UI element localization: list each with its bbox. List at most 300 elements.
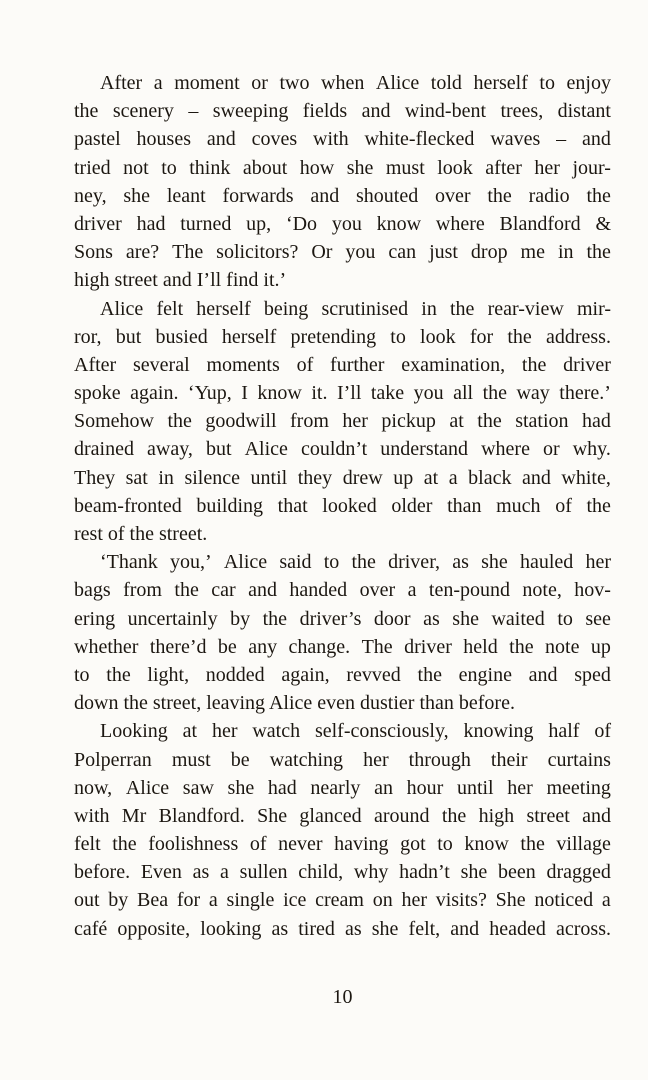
word: that [277, 494, 308, 517]
word: Alice [125, 776, 170, 799]
word: building [196, 494, 264, 517]
word: felt [74, 833, 101, 856]
word: she [371, 917, 399, 940]
text-line [74, 435, 611, 463]
word: now, [74, 776, 113, 799]
word: waited [491, 607, 545, 630]
word: to [323, 551, 340, 574]
word: self-consciously, [314, 720, 449, 743]
word: and [582, 128, 611, 151]
word: visits? [435, 889, 487, 912]
word: foolishness [148, 833, 239, 856]
text-line [74, 548, 611, 576]
paragraph [74, 548, 611, 717]
word: a [208, 889, 218, 912]
word: drew [342, 466, 383, 489]
word: how [299, 156, 335, 179]
word: drained [74, 438, 134, 461]
word: houses [136, 128, 191, 151]
word: I’ll [336, 382, 362, 405]
text-line [74, 802, 611, 830]
word: by [230, 607, 251, 630]
word: solicitors? [216, 241, 299, 264]
word: pickup [381, 410, 436, 433]
word: ‘Yup, [187, 382, 232, 405]
word: as [452, 551, 469, 574]
word: the [441, 804, 467, 827]
word: Alice [223, 551, 268, 574]
word: café [74, 917, 108, 940]
word: but [115, 325, 142, 348]
word: meeting [546, 776, 611, 799]
word: her [507, 776, 533, 799]
word: revved [346, 663, 401, 686]
word: can [388, 241, 417, 264]
word: Even [140, 861, 182, 884]
word: forwards [222, 184, 294, 207]
word: told [430, 72, 462, 94]
word: to [539, 72, 555, 94]
word: scenery [112, 100, 174, 123]
word: a [601, 889, 611, 912]
word: to [557, 607, 573, 630]
text-line: down the street, leaving Alice even dustier than before. [74, 692, 515, 715]
text-line [74, 182, 611, 210]
word: door [373, 607, 411, 630]
word: Alice [100, 297, 144, 320]
word: felt [156, 297, 184, 320]
word: to [74, 663, 90, 686]
word: the [262, 607, 288, 630]
word: way [516, 382, 550, 405]
word: as [271, 917, 289, 940]
word: in [158, 466, 174, 489]
word: why. [572, 438, 611, 461]
word: Blandford. [158, 804, 245, 827]
word: had [267, 776, 297, 799]
word: She [495, 889, 526, 912]
word: on [372, 889, 393, 912]
word: you [345, 241, 376, 264]
word: radio [528, 184, 570, 207]
word: she [227, 776, 255, 799]
word: white-flecked [364, 128, 475, 151]
word: see [585, 607, 611, 630]
word: change. [288, 635, 351, 658]
word: had [136, 212, 166, 235]
word: before. [74, 861, 131, 884]
text-line [74, 154, 611, 182]
word: engine [458, 663, 512, 686]
word: tired [298, 917, 335, 940]
word: scrutinised [321, 297, 409, 320]
word: note, [522, 579, 562, 602]
word: bags [74, 579, 111, 602]
word: never [278, 833, 323, 856]
word: than [447, 494, 482, 517]
word: herself [221, 325, 277, 348]
word: with [74, 804, 110, 827]
word: and [528, 663, 558, 686]
word: just [429, 241, 458, 264]
word: sat [125, 466, 148, 489]
word: pastel [74, 128, 121, 151]
word: mir- [576, 297, 611, 320]
paragraph [74, 295, 611, 549]
text-line [74, 605, 611, 633]
word: tried [74, 156, 111, 179]
word: goodwill [205, 410, 277, 433]
word: to [161, 156, 177, 179]
text-line: rest of the street. [74, 523, 208, 545]
word: saw [182, 776, 214, 799]
word: away, [147, 438, 193, 461]
word: the [521, 353, 547, 376]
text-line [74, 464, 611, 492]
word: ror, [74, 325, 102, 348]
word: at [182, 720, 198, 743]
word: light, [147, 663, 190, 686]
word: sweeping [212, 100, 289, 123]
word: her [534, 156, 560, 179]
word: hour [406, 776, 444, 799]
word: she [481, 551, 508, 574]
word: the [112, 833, 137, 856]
text-line [74, 97, 611, 125]
word: sullen [239, 861, 288, 884]
word: and [206, 128, 236, 151]
word: her [211, 720, 238, 743]
text-line [74, 858, 611, 886]
word: know [464, 833, 509, 856]
word: ice [283, 889, 307, 912]
word: couldn’t [300, 438, 368, 461]
word: Blandford [499, 212, 581, 235]
word: her [363, 748, 389, 771]
word: herself [196, 297, 251, 320]
word: driver [563, 353, 611, 376]
page-number: 10 [332, 986, 353, 1008]
word: driver [74, 212, 122, 235]
word: understand [380, 438, 469, 461]
word: she [452, 607, 479, 630]
word: around [373, 804, 430, 827]
word: as [345, 917, 362, 940]
word: in [557, 241, 574, 264]
word: turned [180, 212, 232, 235]
word: or [251, 72, 268, 94]
text-line [74, 210, 611, 238]
word: having [334, 833, 389, 856]
word: for [469, 325, 494, 348]
word: After [74, 353, 117, 376]
word: and [310, 184, 340, 207]
word: They [74, 466, 116, 489]
word: the [477, 410, 502, 433]
word: and [521, 466, 551, 489]
word: across. [556, 917, 611, 940]
word: The [172, 241, 204, 264]
word: you [331, 212, 362, 235]
paragraph [74, 717, 611, 943]
word: opposite, [117, 917, 191, 940]
word: sped [574, 663, 611, 686]
word: busied [155, 325, 208, 348]
word: cream [315, 889, 364, 912]
word: Polperran [74, 748, 152, 771]
word: her [342, 410, 368, 433]
word: station [515, 410, 569, 433]
word: hadn’t [399, 861, 450, 884]
word: high [478, 804, 515, 827]
word: but [205, 438, 232, 461]
word: Looking [100, 720, 168, 743]
word: child, [298, 861, 344, 884]
word: as [192, 861, 210, 884]
word: her [401, 889, 427, 912]
word: and [248, 579, 277, 602]
word: driver [404, 635, 452, 658]
word: Or [311, 241, 333, 264]
word: enjoy [566, 72, 611, 94]
word: the [586, 241, 611, 264]
text-line [74, 125, 611, 153]
word: I [241, 382, 248, 405]
word: and [361, 100, 391, 123]
word: ney, [74, 184, 107, 207]
word: dragged [546, 861, 611, 884]
word: After [100, 72, 143, 94]
word: looking [200, 917, 262, 940]
word: the [449, 297, 475, 320]
word: must [171, 748, 211, 771]
word: when [321, 72, 365, 94]
word: not [123, 156, 149, 179]
word: jour- [572, 156, 611, 179]
word: where [481, 438, 530, 461]
word: in [421, 297, 437, 320]
word: the [586, 184, 611, 207]
word: must [385, 156, 425, 179]
word: a [448, 466, 458, 489]
word: are? [125, 241, 160, 264]
word: knowing [463, 720, 534, 743]
word: Mr [121, 804, 147, 827]
word: the [174, 579, 199, 602]
text-line [74, 661, 611, 689]
text-line [74, 379, 611, 407]
word: up [590, 635, 611, 658]
word: as [423, 607, 440, 630]
word: got [400, 833, 426, 856]
word: after [485, 156, 522, 179]
word: several [133, 353, 190, 376]
text-line [74, 238, 611, 266]
text-line [74, 351, 611, 379]
word: ering [74, 607, 116, 630]
word: over [435, 184, 471, 207]
word: headed [489, 917, 546, 940]
word: a [153, 72, 163, 94]
word: ‘Thank [100, 551, 158, 574]
word: two [279, 72, 310, 94]
text-line [74, 69, 611, 97]
word: Alice [244, 438, 288, 461]
word: with [313, 128, 349, 151]
word: over [359, 579, 396, 602]
text-line [74, 886, 611, 914]
word: at [449, 410, 464, 433]
word: village [556, 833, 611, 856]
word: know [376, 212, 422, 235]
word: noticed [534, 889, 594, 912]
word: of [555, 494, 572, 517]
word: the [586, 494, 611, 517]
word: watch [252, 720, 301, 743]
word: whether [74, 635, 139, 658]
word: shouted [356, 184, 419, 207]
word: of [296, 353, 314, 376]
word: beam-fronted [74, 494, 182, 517]
word: from [290, 410, 329, 433]
word: there’d [149, 635, 207, 658]
word: the [167, 410, 192, 433]
word: to [390, 325, 406, 348]
word: me [520, 241, 545, 264]
word: said [279, 551, 312, 574]
word: examination, [401, 353, 506, 376]
word: through [408, 748, 471, 771]
word: an [374, 776, 393, 799]
word: handed [289, 579, 348, 602]
word: the [351, 551, 376, 574]
word: driver, [388, 551, 441, 574]
word: the [509, 635, 534, 658]
word: rear-view [487, 297, 564, 320]
word: pretending [290, 325, 377, 348]
word: and [450, 917, 480, 940]
word: leant [166, 184, 206, 207]
word: felt, [408, 917, 441, 940]
word: black [468, 466, 512, 489]
word: uncertainly [127, 607, 218, 630]
word: until [250, 466, 288, 489]
word: why [353, 861, 389, 884]
word: The [361, 635, 393, 658]
word: the [482, 382, 507, 405]
word: the [507, 325, 532, 348]
body-text [74, 69, 611, 943]
text-line [74, 717, 611, 745]
text-line [74, 830, 611, 858]
word: single [226, 889, 275, 912]
word: from [123, 579, 162, 602]
word: note [545, 635, 580, 658]
word: their [490, 748, 528, 771]
word: silence [184, 466, 240, 489]
word: – [556, 128, 567, 151]
word: at [423, 466, 439, 489]
word: out [74, 889, 100, 912]
word: Somehow [74, 410, 154, 433]
word: Bea [137, 889, 169, 912]
word: they [297, 466, 333, 489]
word: glanced [299, 804, 362, 827]
word: about [242, 156, 288, 179]
word: she [460, 861, 488, 884]
word: and [582, 804, 611, 827]
text-line [74, 915, 611, 943]
word: drop [470, 241, 508, 264]
word: be [230, 748, 250, 771]
word: older [391, 494, 433, 517]
word: been [497, 861, 536, 884]
text-line [74, 576, 611, 604]
word: think [189, 156, 231, 179]
word: up, [246, 212, 272, 235]
text-line [74, 323, 611, 351]
word: street [526, 804, 570, 827]
word: by [108, 889, 129, 912]
word: be [217, 635, 237, 658]
word: further [330, 353, 385, 376]
text-line [74, 295, 611, 323]
word: distant [557, 100, 611, 123]
word: again, [281, 663, 330, 686]
word: hauled [519, 551, 574, 574]
word: looked [322, 494, 377, 517]
word: look [437, 156, 473, 179]
word: Sons [74, 241, 113, 264]
text-line [74, 492, 611, 520]
word: nearly [310, 776, 361, 799]
word: ten-pound [428, 579, 510, 602]
word: take [370, 382, 405, 405]
word: hov- [574, 579, 611, 602]
word: fields [302, 100, 348, 123]
text-line [74, 774, 611, 802]
word: Alice [375, 72, 420, 94]
word: waves [490, 128, 541, 151]
text-line [74, 746, 611, 774]
word: or [543, 438, 560, 461]
word: half [548, 720, 580, 743]
word: for [176, 889, 201, 912]
word: – [188, 100, 199, 123]
word: much [496, 494, 541, 517]
word: curtains [547, 748, 611, 771]
word: & [595, 212, 611, 235]
word: moment [174, 72, 240, 94]
word: address. [545, 325, 611, 348]
word: you [413, 382, 444, 405]
word: again. [130, 382, 179, 405]
word: car [211, 579, 236, 602]
word: look [420, 325, 456, 348]
word: a [220, 861, 229, 884]
word: herself [473, 72, 528, 94]
text-line [74, 407, 611, 435]
word: of [594, 720, 611, 743]
word: know [257, 382, 302, 405]
word: until [456, 776, 494, 799]
word: she [123, 184, 151, 207]
word: watching [269, 748, 344, 771]
word: up [393, 466, 414, 489]
word: white, [561, 466, 611, 489]
word: nodded [205, 663, 265, 686]
word: of [249, 833, 267, 856]
